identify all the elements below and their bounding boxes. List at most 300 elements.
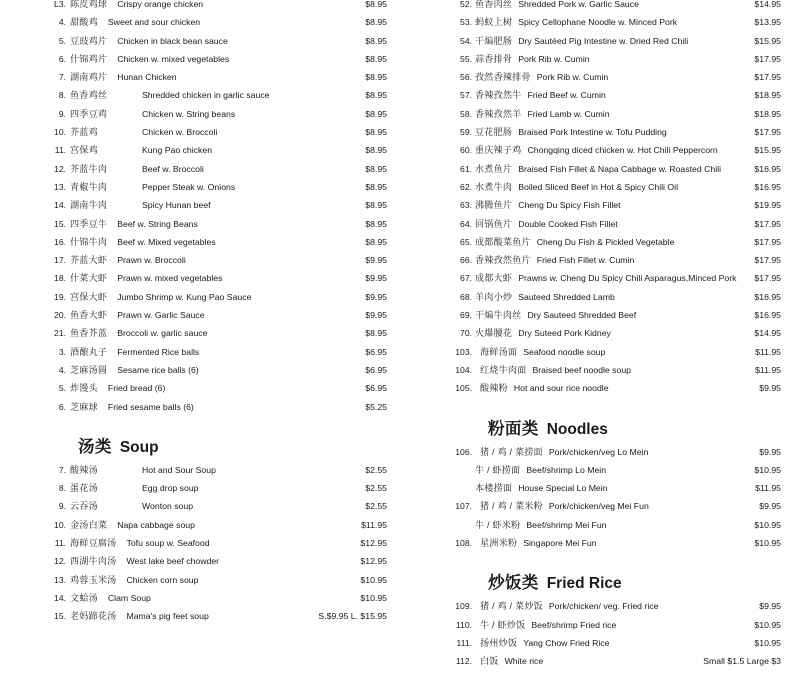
menu-item-name-en: Fried bread (6)	[107, 383, 166, 394]
menu-item-name-zh: 蛋花汤	[70, 483, 98, 494]
menu-item-name-zh: 什锦牛肉	[70, 236, 108, 247]
menu-item-name-zh: 鱼香肉丝	[475, 0, 513, 9]
menu-item-price: $8.95	[365, 236, 387, 247]
menu-item-list	[40, 0, 415, 421]
menu-item-row	[450, 55, 795, 73]
menu-item-price: $8.95	[365, 218, 387, 229]
menu-item-price: $10.95	[754, 637, 781, 648]
section-heading	[450, 415, 795, 439]
menu-item-name-en: Double Cooked Fish Fillet	[518, 218, 618, 229]
menu-item-name-zh: 猪 / 鸡 / 菜捞面	[480, 446, 543, 457]
menu-item-name-en: Pepper Steak w. Onions	[142, 181, 236, 192]
menu-item-number: 11.	[54, 538, 66, 549]
menu-item-row	[450, 165, 795, 183]
menu-item-name-zh: 干煸肥肠	[475, 35, 513, 46]
menu-item-row	[40, 594, 415, 612]
menu-item-name-zh: 豆豉鸡片	[70, 35, 108, 46]
menu-item-price: $10.95	[360, 592, 387, 603]
menu-item-number: 7.	[58, 464, 66, 475]
menu-item-number: 110.	[455, 619, 472, 630]
menu-item-price: $18.95	[754, 108, 781, 119]
menu-item-row	[40, 73, 415, 91]
menu-item-name-en: Spicy Cellophane Noodle w. Minced Pork	[518, 17, 678, 28]
menu-item-price: $17.95	[754, 72, 781, 83]
menu-item-name-en: Cheng Du Fish & Pickled Vegetable	[536, 236, 675, 247]
menu-item-row	[450, 484, 795, 502]
menu-item-price: $9.95	[759, 501, 781, 512]
menu-item-price: $16.95	[754, 163, 781, 174]
menu-item-name-en: Chongqing diced chicken w. Hot Chili Peppercorn	[527, 145, 718, 156]
menu-item-name-zh: 蒜香排骨	[475, 53, 513, 64]
menu-item-name-zh: 金汤白菜	[70, 519, 108, 530]
menu-item-name-zh: 鱼香鸡丝	[70, 90, 108, 101]
menu-item-row	[450, 73, 795, 91]
menu-item-number: 60.	[460, 145, 472, 156]
section-heading-en: Fried Rice	[546, 575, 622, 593]
menu-item-name-zh: 云吞汤	[70, 501, 98, 512]
menu-item-name-zh: 水煮鱼片	[475, 163, 513, 174]
menu-item-name-zh: 水煮牛肉	[475, 181, 513, 192]
menu-item-number: 12.	[54, 163, 66, 174]
menu-item-name-en: Dry Sautéed Pig Intestine w. Dried Red Chili	[518, 35, 689, 46]
menu-item-name-en: Chicken w. Broccoli	[142, 127, 218, 138]
menu-item-number: 8.	[58, 483, 66, 494]
menu-item-name-zh: 海鲜汤面	[480, 346, 518, 357]
menu-item-number: 5.	[58, 383, 66, 394]
menu-item-list	[450, 0, 795, 403]
section-heading	[450, 569, 795, 593]
menu-left-column	[40, 0, 415, 631]
menu-item-number: 111.	[456, 637, 472, 648]
menu-item-price: $8.95	[365, 328, 387, 339]
menu-item-name-en: Prawn w. mixed vegetables	[117, 273, 223, 284]
menu-item-name-zh: 鸡蓉玉米汤	[70, 574, 117, 585]
menu-item-row	[40, 165, 415, 183]
menu-item-name-zh: 蚂蚁上树	[475, 17, 513, 28]
menu-item-price: $15.95	[754, 35, 781, 46]
menu-item-price: $8.95	[365, 17, 387, 28]
menu-item-row	[40, 502, 415, 520]
menu-item-price: $17.95	[754, 127, 781, 138]
menu-item-row	[450, 366, 795, 384]
menu-item-row	[450, 256, 795, 274]
menu-item-name-zh: 猪 / 鸡 / 菜米粉	[480, 501, 543, 512]
menu-item-number: 55.	[460, 53, 472, 64]
menu-item-price: $9.95	[365, 291, 387, 302]
section-heading-zh: 炒饭类	[488, 574, 539, 593]
menu-item-name-zh: 酸辣粉	[480, 383, 508, 394]
menu-item-name-en: House Special Lo Mein	[518, 483, 608, 494]
menu-item-price: $8.95	[365, 127, 387, 138]
menu-item-price: $2.55	[365, 464, 387, 475]
menu-item-name-zh: 鱼香芥蓝	[70, 328, 108, 339]
menu-item-name-en: Fried sesame balls (6)	[107, 401, 194, 412]
menu-item-price: $12.95	[360, 538, 387, 549]
menu-item-list	[40, 466, 415, 631]
menu-item-row	[450, 348, 795, 366]
menu-item-price: $8.95	[365, 181, 387, 192]
menu-item-price: $17.95	[754, 236, 781, 247]
menu-item-name-en: West lake beef chowder	[126, 556, 220, 567]
menu-item-name-zh: 海鲜豆腐汤	[70, 538, 117, 549]
menu-item-price: $17.95	[754, 255, 781, 266]
menu-item-name-zh: 鱼香大虾	[70, 310, 108, 321]
menu-item-row	[450, 146, 795, 164]
menu-item-name-zh: 西湖牛肉汤	[70, 556, 117, 567]
menu-item-name-en: Spicy Hunan beef	[142, 200, 211, 211]
menu-item-name-zh: 湖南牛肉	[70, 200, 108, 211]
menu-item-row	[40, 348, 415, 366]
menu-item-price: $17.95	[754, 273, 781, 284]
menu-item-row	[40, 55, 415, 73]
menu-item-number: 16.	[54, 236, 66, 247]
menu-item-name-en: Dry Suteed Pork Kidney	[518, 328, 611, 339]
menu-item-number: 106.	[455, 446, 472, 457]
menu-item-number: 12.	[54, 556, 66, 567]
menu-item-name-zh: 炸馒头	[70, 383, 98, 394]
menu-item-row	[40, 521, 415, 539]
menu-item-row	[450, 238, 795, 256]
menu-item-number: 105.	[455, 383, 472, 394]
menu-item-price: $10.95	[754, 464, 781, 475]
menu-item-name-en: Chicken w. String beans	[142, 108, 236, 119]
menu-item-row	[40, 37, 415, 55]
menu-item-name-en: Cheng Du Spicy Fish Fillet	[518, 200, 621, 211]
menu-item-name-en: Shredded Pork w. Garlic Sauce	[518, 0, 639, 9]
menu-item-number: 103.	[455, 346, 472, 357]
menu-item-row	[40, 539, 415, 557]
menu-item-row	[40, 146, 415, 164]
menu-item-number: 70.	[460, 328, 472, 339]
menu-item-row	[450, 128, 795, 146]
menu-item-row	[40, 110, 415, 128]
menu-item-name-en: Chicken w. mixed vegetables	[117, 53, 230, 64]
menu-item-price: $8.95	[365, 53, 387, 64]
menu-item-price: $9.95	[365, 310, 387, 321]
menu-item-name-zh: 宫保大虾	[70, 291, 108, 302]
menu-item-name-en: Shredded chicken in garlic sauce	[142, 90, 270, 101]
menu-item-name-en: Beef w. String Beans	[117, 218, 198, 229]
menu-item-price: $9.95	[365, 273, 387, 284]
menu-item-row	[40, 557, 415, 575]
menu-item-name-zh: 牛 / 虾炒饭	[480, 619, 526, 630]
menu-item-name-zh: 四季豆鸡	[70, 108, 108, 119]
menu-item-name-en: Pork Rib w. Cumin	[518, 53, 590, 64]
menu-item-name-zh: 老妈蹄花汤	[70, 611, 117, 622]
menu-item-price: $12.95	[360, 556, 387, 567]
menu-item-name-en: Singapore Mei Fun	[523, 538, 597, 549]
menu-item-row	[450, 183, 795, 201]
menu-item-price: $14.95	[754, 0, 781, 9]
menu-item-name-zh: 豆花肥肠	[475, 127, 513, 138]
menu-item-price: $17.95	[754, 218, 781, 229]
menu-item-name-zh: 沸腾鱼片	[475, 200, 513, 211]
menu-item-name-en: Seafood noodle soup	[523, 346, 606, 357]
menu-item-name-zh: 本楼捞面	[475, 483, 513, 494]
menu-item-name-en: Sweet and sour chicken	[107, 17, 201, 28]
menu-item-name-en: Napa cabbage soup	[117, 519, 195, 530]
menu-item-number: 5.	[58, 35, 66, 46]
menu-item-price: $16.95	[754, 310, 781, 321]
menu-item-number: 10.	[54, 127, 66, 138]
menu-item-row	[40, 238, 415, 256]
menu-item-number: 56.	[460, 72, 472, 83]
menu-item-name-zh: 扬州炒饭	[480, 637, 518, 648]
menu-item-name-en: Sesame rice balls (6)	[117, 364, 199, 375]
menu-item-price: $11.95	[755, 483, 781, 494]
menu-item-name-en: Beef w. Broccoli	[142, 163, 204, 174]
menu-item-row	[40, 128, 415, 146]
menu-item-row	[450, 466, 795, 484]
menu-item-row	[450, 639, 795, 657]
menu-item-price: $10.95	[754, 538, 781, 549]
menu-item-number: 15.	[54, 611, 66, 622]
menu-item-price: $9.95	[759, 601, 781, 612]
menu-item-price: $11.95	[755, 346, 781, 357]
menu-item-number: 53.	[460, 17, 472, 28]
menu-item-row	[40, 311, 415, 329]
menu-item-number: 63.	[460, 200, 472, 211]
menu-item-name-en: Beef/shrimp Lo Mein	[526, 464, 607, 475]
menu-item-row	[40, 466, 415, 484]
menu-item-row	[40, 18, 415, 36]
menu-item-name-zh: 猪 / 鸡 / 菜炒饭	[480, 601, 543, 612]
menu-item-price: S.$9.95 L. $15.95	[318, 611, 387, 622]
menu-item-row	[40, 403, 415, 421]
menu-item-name-en: Chicken corn soup	[126, 574, 199, 585]
menu-item-price: $8.95	[365, 72, 387, 83]
menu-item-number: 109.	[455, 601, 472, 612]
menu-item-row	[450, 329, 795, 347]
menu-item-name-en: Pork/chicken/ veg. Fried rice	[548, 601, 659, 612]
menu-item-number: 11.	[54, 145, 66, 156]
menu-item-row	[450, 110, 795, 128]
menu-item-name-en: Crispy orange chicken	[117, 0, 204, 9]
menu-item-name-en: Tofu soup w. Seafood	[126, 538, 210, 549]
menu-item-price: $8.95	[365, 90, 387, 101]
menu-item-price: $6.95	[365, 383, 387, 394]
menu-item-price: $8.95	[365, 0, 387, 9]
menu-item-row	[450, 657, 795, 675]
menu-item-number: 112.	[455, 656, 472, 667]
menu-item-price: $8.95	[365, 108, 387, 119]
menu-right-column	[450, 0, 795, 676]
menu-item-row	[40, 0, 415, 18]
menu-item-name-en: Fried Fish Fillet w. Cumin	[536, 255, 635, 266]
menu-item-name-en: Fried Lamb w. Cumin	[527, 108, 610, 119]
menu-item-name-en: Prawn w. Broccoli	[117, 255, 186, 266]
menu-item-price: $13.95	[754, 17, 781, 28]
menu-item-price: $17.95	[754, 53, 781, 64]
menu-item-row	[40, 256, 415, 274]
menu-item-name-en: Prawn w. Garlic Sauce	[117, 310, 205, 321]
menu-item-number: 21.	[54, 328, 66, 339]
menu-item-name-zh: 香辣孜然鱼片	[475, 255, 531, 266]
menu-item-name-zh: 芥蓝牛肉	[70, 163, 108, 174]
menu-item-row	[40, 201, 415, 219]
menu-item-name-en: Fermented Rice balls	[117, 346, 200, 357]
menu-item-name-zh: 香辣孜然羊	[475, 108, 522, 119]
menu-item-row	[450, 502, 795, 520]
menu-item-number: 9.	[58, 501, 66, 512]
menu-item-name-zh: 白饭	[480, 656, 499, 667]
section-heading-en: Soup	[119, 438, 159, 456]
menu-item-name-en: Boiled Sliced Beef in Hot & Spicy Chili Oil	[518, 181, 679, 192]
menu-item-number: 52.	[460, 0, 472, 9]
menu-item-price: $5.25	[365, 401, 387, 412]
menu-item-number: 57.	[460, 90, 472, 101]
menu-item-price: $9.95	[759, 446, 781, 457]
menu-item-number: 104.	[455, 364, 472, 375]
menu-item-name-zh: 陈皮鸡球	[70, 0, 108, 9]
menu-item-price: $10.95	[754, 619, 781, 630]
menu-item-name-zh: 酒酿丸子	[70, 346, 108, 357]
menu-item-price: $8.95	[365, 200, 387, 211]
menu-item-row	[450, 91, 795, 109]
menu-item-name-en: Sauteed Shredded Lamb	[518, 291, 615, 302]
menu-item-price: $2.55	[365, 483, 387, 494]
menu-item-price: $16.95	[754, 181, 781, 192]
menu-item-name-zh: 羊肉小炒	[475, 291, 513, 302]
menu-item-list	[450, 448, 795, 558]
menu-item-name-zh: 酸辣汤	[70, 464, 98, 475]
menu-item-name-zh: 四季豆牛	[70, 218, 108, 229]
menu-item-name-en: Beef w. Mixed vegetables	[117, 236, 216, 247]
menu-item-name-en: Beef/shrimp Fried rice	[531, 619, 617, 630]
menu-item-row	[40, 220, 415, 238]
menu-item-number: 13.	[54, 574, 66, 585]
menu-item-number: 17.	[54, 255, 66, 266]
menu-item-number: 64.	[460, 218, 472, 229]
menu-item-number: 54.	[460, 35, 472, 46]
menu-item-name-en: Braised beef noodle soup	[532, 364, 632, 375]
menu-item-name-zh: 重庆辣子鸡	[475, 145, 522, 156]
menu-item-price: $19.95	[754, 200, 781, 211]
menu-item-name-en: Prawns w. Cheng Du Spicy Chili Asparagus,Minced Pork	[518, 273, 737, 284]
menu-item-number: 107.	[455, 501, 472, 512]
menu-item-row	[450, 539, 795, 557]
menu-item-name-zh: 芥蓝大虾	[70, 255, 108, 266]
menu-item-name-en: Pork/chicken/veg Lo Mein	[548, 446, 649, 457]
menu-item-price: $8.95	[365, 145, 387, 156]
menu-item-row	[450, 0, 795, 18]
menu-item-name-en: White rice	[504, 656, 544, 667]
menu-item-name-zh: 青椒牛肉	[70, 181, 108, 192]
menu-item-name-zh: 芝麻球	[70, 401, 98, 412]
menu-item-price: $16.95	[754, 291, 781, 302]
menu-item-row	[450, 311, 795, 329]
menu-item-name-zh: 宫保鸡	[70, 145, 98, 156]
menu-item-name-zh: 星洲米粉	[480, 538, 518, 549]
menu-item-number: 108.	[455, 538, 472, 549]
menu-item-number: 68.	[460, 291, 472, 302]
menu-item-name-en: Kung Pao chicken	[142, 145, 213, 156]
menu-item-name-zh: 甜酸鸡	[70, 17, 98, 28]
menu-item-row	[450, 201, 795, 219]
menu-item-row	[450, 293, 795, 311]
menu-item-number: 3.	[58, 346, 66, 357]
menu-item-row	[450, 384, 795, 402]
menu-item-number: 69.	[460, 310, 472, 321]
menu-item-price: $10.95	[754, 519, 781, 530]
menu-item-price: $6.95	[365, 364, 387, 375]
menu-item-name-zh: 芝麻汤圆	[70, 364, 108, 375]
menu-item-name-zh: 香辣孜然牛	[475, 90, 522, 101]
menu-item-number: 14.	[54, 200, 66, 211]
menu-item-number: 6.	[58, 53, 66, 64]
menu-item-name-zh: 什菜大虾	[70, 273, 108, 284]
menu-item-row	[450, 521, 795, 539]
menu-item-number: 18.	[54, 273, 66, 284]
menu-item-number: 10.	[54, 519, 66, 530]
menu-item-name-en: Pork/chicken/veg Mei Fun	[548, 501, 649, 512]
menu-item-name-zh: 芥蓝鸡	[70, 127, 98, 138]
menu-item-name-en: Clam Soup	[107, 592, 151, 603]
menu-item-row	[40, 484, 415, 502]
menu-item-row	[40, 293, 415, 311]
menu-item-price: $9.95	[759, 383, 781, 394]
menu-item-number: 61.	[460, 163, 472, 174]
section-heading	[40, 433, 415, 457]
menu-item-name-zh: 文蛤汤	[70, 592, 98, 603]
menu-item-number: 7.	[58, 72, 66, 83]
menu-item-row	[450, 448, 795, 466]
menu-item-price: $11.95	[361, 519, 387, 530]
menu-item-name-en: Pork Rib w. Cumin	[536, 72, 609, 83]
menu-item-name-en: Broccoli w. garlic sauce	[117, 328, 208, 339]
menu-item-number: 13.	[54, 181, 66, 192]
menu-item-name-en: Beef/shrimp Mei Fun	[526, 519, 607, 530]
menu-item-row	[40, 366, 415, 384]
menu-item-name-zh: 成都大虾	[475, 273, 513, 284]
menu-item-number: 19.	[54, 291, 66, 302]
menu-item-number: 67.	[460, 273, 472, 284]
menu-item-price: $8.95	[365, 35, 387, 46]
menu-item-name-en: Yang Chow Fried Rice	[523, 637, 610, 648]
menu-item-price: Small $1.5 Large $3	[703, 656, 781, 667]
menu-item-name-en: Chicken in black bean sauce	[117, 35, 228, 46]
menu-item-row	[450, 274, 795, 292]
menu-item-row	[450, 220, 795, 238]
section-heading-en: Noodles	[546, 420, 608, 438]
menu-item-row	[40, 384, 415, 402]
menu-item-name-zh: 牛 / 虾捞面	[475, 464, 521, 475]
menu-item-row	[40, 183, 415, 201]
menu-item-price: $14.95	[754, 328, 781, 339]
menu-item-price: $6.95	[365, 346, 387, 357]
menu-item-list	[450, 602, 795, 675]
menu-item-price: $10.95	[360, 574, 387, 585]
menu-item-name-en: Hot and Sour Soup	[142, 464, 216, 475]
menu-item-name-en: Hot and sour rice noodle	[513, 383, 609, 394]
menu-item-number: 59.	[460, 127, 472, 138]
menu-item-name-zh: 红烧牛肉面	[480, 364, 527, 375]
menu-item-price: $9.95	[365, 255, 387, 266]
menu-item-row	[450, 621, 795, 639]
menu-item-name-en: Dry Sauteed Shredded Beef	[527, 310, 637, 321]
menu-item-price: $15.95	[754, 145, 781, 156]
menu-item-name-en: Jumbo Shrimp w. Kung Pao Sauce	[117, 291, 252, 302]
menu-item-name-en: Wonton soup	[142, 501, 194, 512]
menu-item-number: 14.	[54, 592, 66, 603]
menu-item-number: 4.	[58, 364, 66, 375]
menu-item-price: $8.95	[365, 163, 387, 174]
section-heading-zh: 汤类	[78, 437, 112, 456]
menu-item-number: 66.	[460, 255, 472, 266]
menu-item-number: 6.	[58, 401, 66, 412]
menu-item-name-en: Mama's pig feet soup	[126, 611, 209, 622]
menu-item-name-en: Egg drop soup	[142, 483, 199, 494]
